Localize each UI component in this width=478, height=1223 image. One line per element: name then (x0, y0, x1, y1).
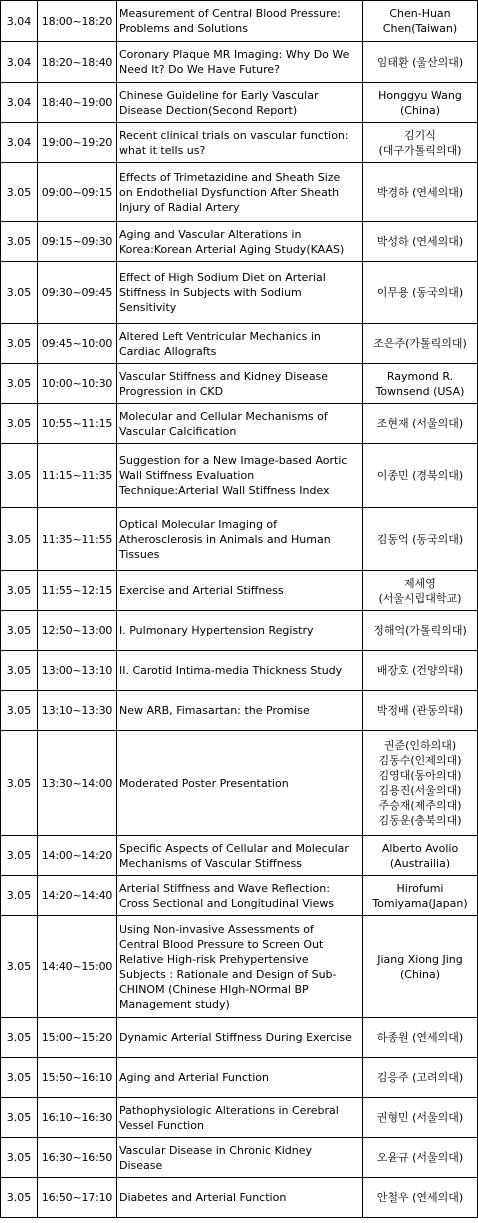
speaker-line: 이무용 (동국의대) (376, 286, 464, 299)
date-cell: 3.05 (1, 444, 38, 508)
speaker-line: Hirofumi (396, 881, 444, 895)
table-row (1, 876, 478, 916)
speaker-cell (363, 262, 478, 324)
speaker-line: Townsend (USA) (375, 384, 465, 398)
date-cell: 3.05 (1, 731, 38, 836)
date-cell: 3.05 (1, 1058, 38, 1098)
speaker-line: 권준(인하의대) (383, 739, 457, 752)
date-cell: 3.05 (1, 1098, 38, 1138)
table-row (1, 262, 478, 324)
title-line: Chinese Guideline for Early Vascular (119, 88, 319, 102)
title-line: Cardiac Allografts (119, 344, 217, 358)
title-line: Technique:Arterial Wall Stiffness Index (119, 484, 330, 497)
date-cell: 3.05 (1, 571, 38, 611)
speaker-line: Alberto Avolio (381, 841, 459, 855)
speaker-line: Honggyu Wang (378, 88, 462, 102)
time-cell: 12:50~13:00 (38, 611, 117, 651)
title-line: Wall Stiffness Evaluation (119, 469, 255, 482)
table-row (1, 571, 478, 611)
title-cell (117, 1058, 363, 1098)
title-cell (117, 836, 363, 876)
speaker-line: 조현재 (서울의대) (376, 417, 464, 430)
title-cell (117, 123, 363, 163)
title-cell (117, 1, 363, 42)
title-line: Vascular Calcification (119, 424, 237, 438)
title-line: Dynamic Arterial Stiffness During Exercise (119, 1031, 352, 1044)
speaker-cell (363, 916, 478, 1018)
date-cell: 3.05 (1, 836, 38, 876)
title-line: Pathophysiologic Alterations in Cerebral (119, 1103, 339, 1117)
speaker-cell (363, 364, 478, 404)
title-line: Altered Left Ventricular Mechanics in (119, 329, 321, 343)
table-row (1, 163, 478, 222)
table-row (1, 731, 478, 836)
title-line: Injury of Radial Artery (119, 200, 240, 214)
title-line: Korea:Korean Arterial Aging Study(KAAS) (119, 242, 345, 256)
time-cell: 09:00~09:15 (38, 163, 117, 222)
time-cell: 15:50~16:10 (38, 1058, 117, 1098)
speaker-cell (363, 571, 478, 611)
title-cell (117, 42, 363, 83)
table-row (1, 508, 478, 571)
speaker-cell (363, 731, 478, 836)
speaker-line: 김동수(인제의대) (378, 754, 462, 767)
table-row (1, 916, 478, 1018)
title-line: Arterial Stiffness and Wave Reflection: (119, 881, 330, 895)
title-line: Sensitivity (119, 301, 177, 314)
speaker-line: 김동운(충북의대) (378, 814, 462, 827)
title-cell (117, 83, 363, 123)
title-cell (117, 444, 363, 508)
date-cell: 3.05 (1, 163, 38, 222)
title-line: Mechanisms of Vascular Stiffness (119, 856, 302, 870)
speaker-cell (363, 163, 478, 222)
table-row (1, 611, 478, 651)
table-row (1, 1098, 478, 1138)
speaker-cell (363, 508, 478, 571)
title-cell (117, 222, 363, 262)
speaker-cell (363, 651, 478, 691)
title-line: Exercise and Arterial Stiffness (119, 584, 284, 597)
table-row (1, 1178, 478, 1218)
title-line: Coronary Plaque MR Imaging: Why Do We (119, 48, 350, 61)
table-row (1, 651, 478, 691)
speaker-cell (363, 1138, 478, 1178)
title-cell (117, 1018, 363, 1058)
speaker-line: Chen-Huan (389, 7, 451, 20)
table-row (1, 1018, 478, 1058)
title-cell (117, 163, 363, 222)
speaker-line: (China) (399, 967, 440, 981)
date-cell: 3.05 (1, 916, 38, 1018)
title-line: Vascular Stiffness and Kidney Disease (119, 369, 329, 383)
title-line: Moderated Poster Presentation (119, 776, 289, 790)
title-line: Vessel Function (119, 1118, 205, 1132)
speaker-cell (363, 1, 478, 42)
speaker-line: 임태환 (울산의대) (376, 55, 464, 69)
date-cell: 3.05 (1, 611, 38, 651)
speaker-line: 조은주(가톨릭의대) (373, 337, 467, 350)
speaker-line: 하종원 (연세의대) (376, 1031, 464, 1044)
speaker-line: 김영대(동아의대) (378, 769, 462, 782)
speaker-line: 제세영 (404, 576, 436, 590)
schedule-body (1, 1, 478, 1218)
speaker-line: (서울시립대학교) (378, 591, 462, 605)
table-row (1, 222, 478, 262)
title-line: Stiffness in Subjects with Sodium (119, 286, 302, 299)
time-cell: 13:00~13:10 (38, 651, 117, 691)
title-line: Using Non-invasive Assessments of (119, 922, 314, 936)
table-row (1, 836, 478, 876)
speaker-cell (363, 836, 478, 876)
title-line: Management study) (119, 997, 230, 1011)
date-cell: 3.05 (1, 364, 38, 404)
title-cell (117, 364, 363, 404)
date-cell: 3.05 (1, 324, 38, 364)
time-cell: 18:40~19:00 (38, 83, 117, 123)
date-cell: 3.04 (1, 42, 38, 83)
speaker-line: 김응주 (고려의대) (376, 1071, 464, 1084)
time-cell: 14:40~15:00 (38, 916, 117, 1018)
speaker-line: (China) (399, 103, 440, 117)
time-cell: 16:50~17:10 (38, 1178, 117, 1218)
date-cell: 3.05 (1, 1018, 38, 1058)
title-cell (117, 262, 363, 324)
speaker-cell (363, 1178, 478, 1218)
title-cell (117, 876, 363, 916)
speaker-line: 김용진(서울의대) (378, 784, 462, 797)
table-row (1, 1138, 478, 1178)
title-line: Subjects : Rationale and Design of Sub- (119, 967, 337, 981)
speaker-cell (363, 324, 478, 364)
table-row (1, 123, 478, 163)
speaker-cell (363, 1058, 478, 1098)
speaker-line: 박정배 (관동의대) (376, 704, 464, 717)
speaker-line: 박경하 (연세의대) (376, 185, 464, 199)
title-cell (117, 1138, 363, 1178)
title-line: Recent clinical trials on vascular function: (119, 128, 349, 142)
title-line: Suggestion for a New Image-based Aortic (119, 454, 348, 467)
date-cell: 3.05 (1, 1138, 38, 1178)
speaker-line: 배장호 (건양의대) (376, 664, 464, 677)
title-line: Central Blood Pressure to Screen Out (119, 937, 324, 951)
title-line: Cross Sectional and Longitudinal Views (119, 896, 335, 910)
date-cell: 3.05 (1, 262, 38, 324)
speaker-line: Chen(Taiwan) (382, 22, 458, 35)
speaker-cell (363, 876, 478, 916)
title-cell (117, 404, 363, 444)
table-row (1, 1058, 478, 1098)
title-cell (117, 1098, 363, 1138)
speaker-cell (363, 1018, 478, 1058)
speaker-line: 박성하 (연세의대) (376, 235, 464, 248)
title-cell (117, 611, 363, 651)
title-cell (117, 324, 363, 364)
speaker-line: (Austrailia) (389, 856, 451, 870)
title-line: Measurement of Central Blood Pressure: (119, 7, 341, 20)
time-cell: 10:55~11:15 (38, 404, 117, 444)
time-cell: 09:45~10:00 (38, 324, 117, 364)
table-row (1, 324, 478, 364)
speaker-cell (363, 404, 478, 444)
speaker-line: 안철우 (연세의대) (376, 1191, 464, 1204)
speaker-line: 주승재(제주의대) (378, 799, 462, 812)
title-line: Need It? Do We Have Future? (119, 63, 280, 76)
speaker-cell (363, 444, 478, 508)
title-line: New ARB, Fimasartan: the Promise (119, 704, 310, 717)
speaker-line: 이종민 (경북의대) (376, 469, 464, 482)
table-row (1, 42, 478, 83)
time-cell: 11:35~11:55 (38, 508, 117, 571)
date-cell: 3.04 (1, 1, 38, 42)
title-line: Effect of High Sodium Diet on Arterial (119, 271, 326, 284)
title-line: on Endothelial Dysfunction After Sheath (119, 185, 340, 199)
time-cell: 09:30~09:45 (38, 262, 117, 324)
title-cell (117, 508, 363, 571)
title-cell (117, 916, 363, 1018)
table-row (1, 404, 478, 444)
title-line: Problems and Solutions (119, 22, 248, 35)
table-row (1, 1, 478, 42)
speaker-line: 김기식 (404, 128, 436, 142)
speaker-line: 권형민 (서울의대) (376, 1111, 464, 1124)
date-cell: 3.05 (1, 404, 38, 444)
table-row (1, 444, 478, 508)
table-row (1, 691, 478, 731)
date-cell: 3.05 (1, 876, 38, 916)
date-cell: 3.05 (1, 508, 38, 571)
time-cell: 19:00~19:20 (38, 123, 117, 163)
table-row (1, 83, 478, 123)
title-line: Specific Aspects of Cellular and Molecular (119, 841, 349, 855)
time-cell: 13:10~13:30 (38, 691, 117, 731)
speaker-line: 정해억(가톨릭의대) (373, 624, 467, 637)
title-line: Effects of Trimetazidine and Sheath Size (119, 170, 341, 184)
title-line: Molecular and Cellular Mechanisms of (119, 409, 328, 423)
time-cell: 18:20~18:40 (38, 42, 117, 83)
title-cell (117, 1178, 363, 1218)
speaker-cell (363, 83, 478, 123)
title-line: II. Carotid Intima-media Thickness Study (119, 664, 343, 677)
title-line: Aging and Arterial Function (119, 1071, 269, 1084)
title-line: I. Pulmonary Hypertension Registry (119, 624, 314, 637)
title-line: Disease (119, 1158, 163, 1172)
title-line: Disease Dection(Second Report) (119, 103, 298, 117)
title-line: Vascular Disease in Chronic Kidney (119, 1143, 312, 1157)
date-cell: 3.04 (1, 83, 38, 123)
date-cell: 3.05 (1, 1178, 38, 1218)
title-line: Aging and Vascular Alterations in (119, 227, 302, 241)
title-line: Atherosclerosis in Animals and Human (119, 532, 331, 546)
speaker-line: 김동억 (동국의대) (376, 532, 464, 546)
speaker-line: 오윤규 (서울의대) (376, 1151, 464, 1164)
date-cell: 3.05 (1, 222, 38, 262)
speaker-cell (363, 222, 478, 262)
title-line: Tissues (119, 547, 160, 561)
speaker-line: (대구가톨릭의대) (378, 143, 462, 157)
time-cell: 16:30~16:50 (38, 1138, 117, 1178)
speaker-cell (363, 42, 478, 83)
speaker-line: Tomiyama(Japan) (372, 896, 468, 910)
time-cell: 11:55~12:15 (38, 571, 117, 611)
speaker-cell (363, 691, 478, 731)
speaker-cell (363, 123, 478, 163)
speaker-line: Raymond R. (386, 369, 454, 383)
title-line: Relative High-risk Prehypertensive (119, 952, 309, 966)
table-row (1, 364, 478, 404)
speaker-line: Jiang Xiong Jing (377, 952, 463, 966)
date-cell: 3.05 (1, 651, 38, 691)
title-line: what it tells us? (119, 143, 206, 157)
time-cell: 18:00~18:20 (38, 1, 117, 42)
time-cell: 16:10~16:30 (38, 1098, 117, 1138)
title-line: CHINOM (Chinese HIgh-NOrmal BP (119, 982, 309, 996)
time-cell: 14:00~14:20 (38, 836, 117, 876)
title-line: Progression in CKD (119, 384, 224, 398)
speaker-cell (363, 1098, 478, 1138)
speaker-cell (363, 611, 478, 651)
title-line: Optical Molecular Imaging of (119, 517, 278, 531)
time-cell: 10:00~10:30 (38, 364, 117, 404)
date-cell: 3.05 (1, 691, 38, 731)
title-cell (117, 731, 363, 836)
time-cell: 11:15~11:35 (38, 444, 117, 508)
title-cell (117, 651, 363, 691)
title-line: Diabetes and Arterial Function (119, 1191, 287, 1204)
time-cell: 14:20~14:40 (38, 876, 117, 916)
title-cell (117, 571, 363, 611)
time-cell: 15:00~15:20 (38, 1018, 117, 1058)
time-cell: 13:30~14:00 (38, 731, 117, 836)
title-cell (117, 691, 363, 731)
time-cell: 09:15~09:30 (38, 222, 117, 262)
date-cell: 3.04 (1, 123, 38, 163)
